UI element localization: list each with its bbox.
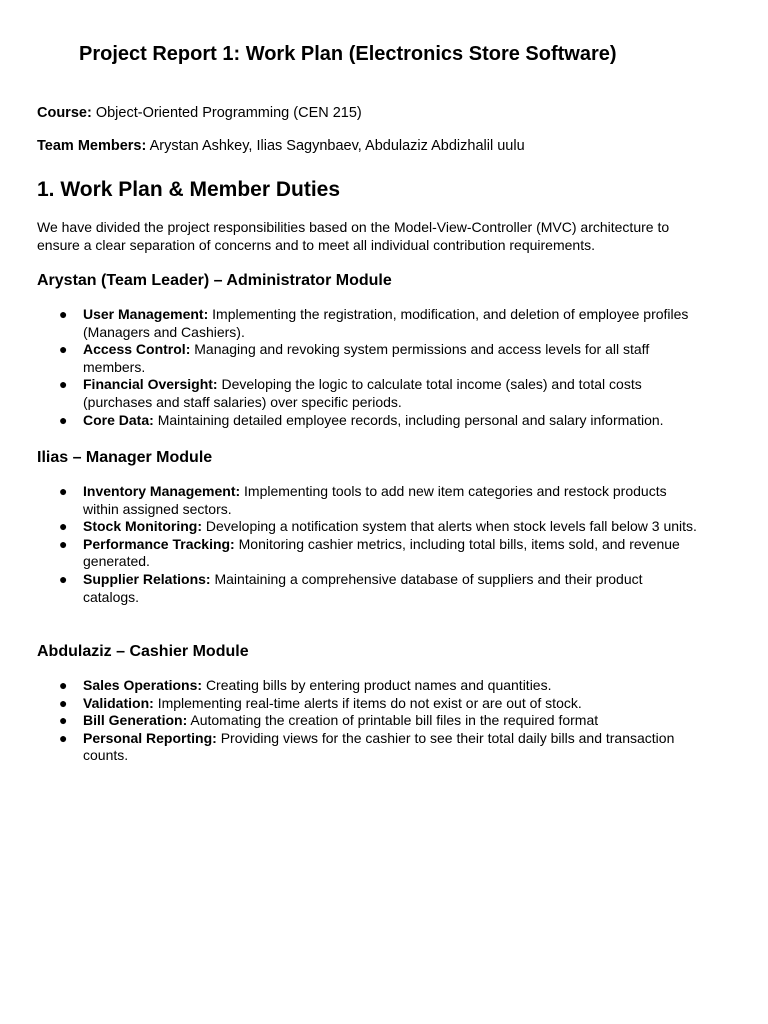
item-label: Performance Tracking: [83, 535, 235, 552]
team-members-value: Arystan Ashkey, Ilias Sagynbaev, Abdulaziz Abdizhalil uulu [149, 138, 525, 154]
bullet-icon: ● [59, 729, 68, 746]
bullet-icon: ● [59, 306, 68, 322]
section-heading: 1. Work Plan & Member Duties [37, 178, 341, 201]
item-label: Validation: [83, 694, 154, 711]
item-text: Implementing tools to add new item categories and restock products within assigned sectors. [83, 483, 667, 517]
bullet-icon: ● [59, 694, 68, 711]
item-label: Sales Operations: [83, 677, 203, 693]
item-label: Access Control: [83, 341, 191, 358]
item-text: Managing and revoking system permissions and access levels for all staff members. [83, 341, 650, 375]
item-text: Providing views for the cashier to see their total daily bills and transaction counts. [83, 729, 675, 764]
list-item [37, 571, 697, 606]
team-members-label: Team Members: [37, 138, 147, 154]
item-text: Automating the creation of printable bill files in the required format [190, 712, 599, 729]
list-item [37, 483, 697, 518]
item-label: Supplier Relations: [83, 570, 211, 587]
bullet-icon: ● [59, 570, 68, 587]
item-text: Implementing the registration, modification, and deletion of employee profiles (Managers and Cashiers). [83, 306, 689, 340]
document-title: Project Report 1: Work Plan (Electronics Store Software) [79, 43, 617, 65]
list-item [37, 412, 697, 430]
item-text: Creating bills by entering product names and quantities. [205, 677, 552, 693]
intro-paragraph: We have divided the project responsibilities based on the Model-View-Controller (MVC) architecture to ensure a clear separation of concerns and to meet all individual contribution requirements. [37, 219, 670, 253]
list-item [37, 695, 697, 713]
team-members-line [37, 137, 525, 155]
bullet-icon: ● [59, 376, 68, 393]
list-item [37, 730, 697, 765]
course-line [37, 104, 362, 122]
item-text: Monitoring cashier metrics, including total bills, items sold, and revenue generated. [83, 535, 680, 570]
list-item [37, 536, 697, 571]
item-text: Maintaining a comprehensive database of suppliers and their product catalogs. [83, 570, 643, 605]
list-item [37, 341, 697, 376]
item-label: Personal Reporting: [83, 729, 217, 746]
item-label: Stock Monitoring: [83, 518, 202, 535]
item-text: Maintaining detailed employee records, including personal and salary information. [157, 411, 664, 428]
item-label: User Management: [83, 306, 209, 322]
item-text: Implementing real-time alerts if items do not exist or are out of stock. [157, 694, 582, 711]
list-item [37, 677, 697, 695]
bullet-icon: ● [59, 483, 68, 499]
course-value: Object-Oriented Programming (CEN 215) [95, 105, 362, 121]
module-heading-cashier: Abdulaziz – Cashier Module [37, 643, 249, 660]
item-label: Inventory Management: [83, 483, 241, 499]
module-list-administrator [37, 306, 697, 429]
bullet-icon: ● [59, 535, 68, 552]
module-heading-administrator: Arystan (Team Leader) – Administrator Module [37, 272, 392, 289]
module-list-manager [37, 483, 697, 606]
module-heading-manager: Ilias – Manager Module [37, 449, 213, 466]
item-label: Financial Oversight: [83, 376, 218, 393]
module-list-cashier [37, 677, 697, 765]
list-item [37, 712, 697, 730]
list-item [37, 518, 697, 536]
course-label: Course: [37, 105, 92, 121]
list-item [37, 376, 697, 411]
item-text: Developing the logic to calculate total income (sales) and total costs (purchases and staff salaries) over specific periods. [83, 376, 642, 410]
item-label: Core Data: [83, 411, 154, 428]
bullet-icon: ● [59, 677, 68, 693]
list-item [37, 306, 697, 341]
bullet-icon: ● [59, 518, 68, 535]
bullet-icon: ● [59, 341, 68, 358]
item-label: Bill Generation: [83, 712, 188, 729]
bullet-icon: ● [59, 712, 68, 729]
bullet-icon: ● [59, 411, 68, 428]
item-text: Developing a notification system that alerts when stock levels fall below 3 units. [205, 518, 697, 535]
